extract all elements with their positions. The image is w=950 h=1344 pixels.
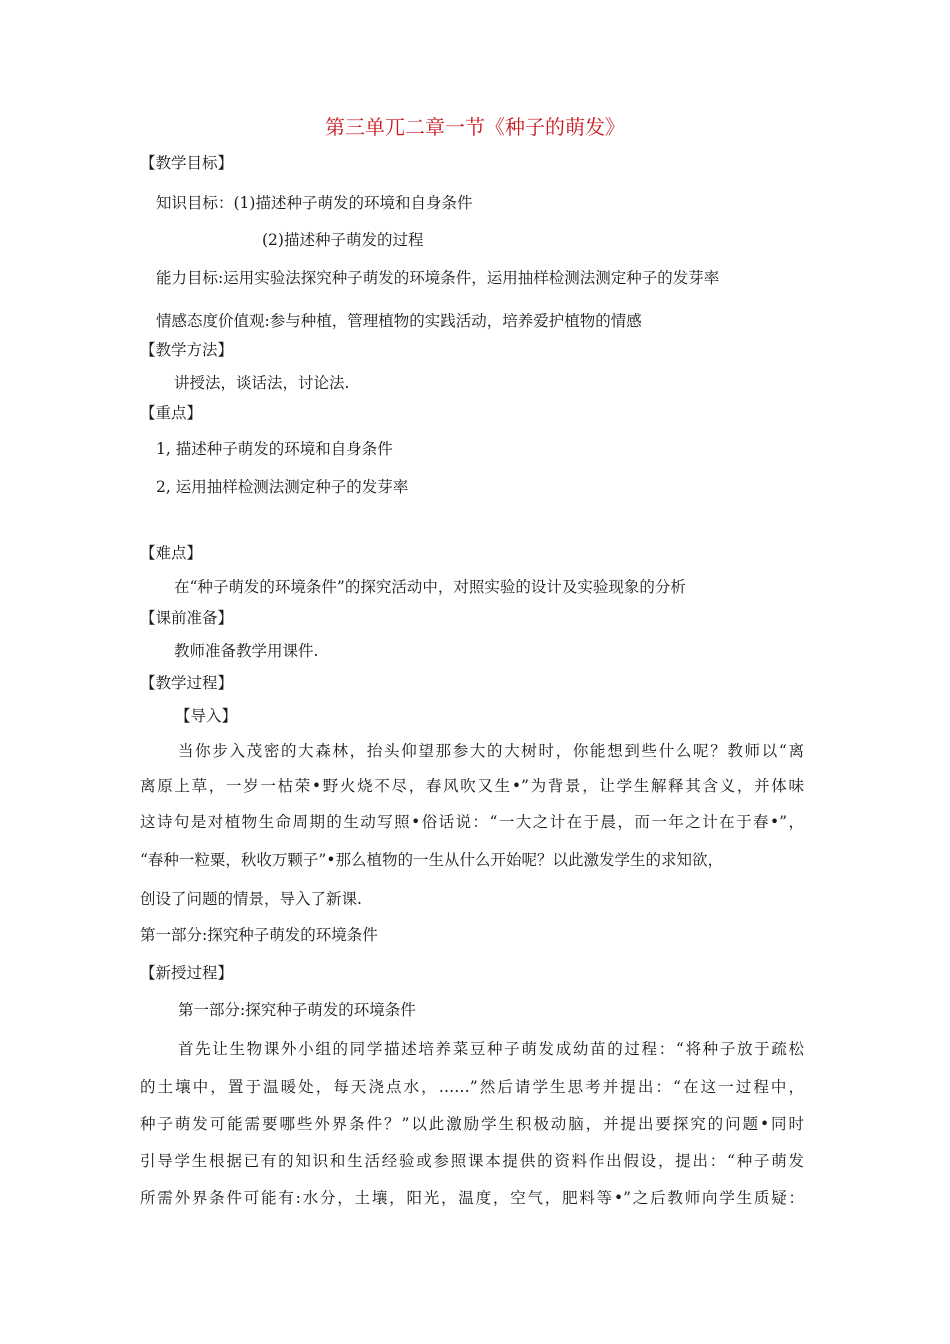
- body-paragraph-line-1: 首先让生物课外小组的同学描述培养菜豆种子萌发成幼苗的过程：“将种子放于疏松: [178, 1040, 804, 1058]
- section-heading-method: 【教学方法】: [140, 341, 234, 359]
- body-paragraph-line-2: 的土壤中，置于温暖处，每天浇点水，……”然后请学生思考并提出：“在这一过程中，: [140, 1078, 804, 1096]
- goal-emotion: 情感态度价值观:参与种植，管理植物的实践活动，培养爱护植物的情感: [156, 312, 642, 330]
- method-text: 讲授法，谈话法，讨论法.: [174, 374, 350, 392]
- intro-paragraph-line-5: 创设了问题的情景，导入了新课.: [140, 890, 362, 908]
- goal-ability: 能力目标:运用实验法探究种子萌发的环境条件，运用抽样检测法测定种子的发芽率: [156, 269, 720, 287]
- goal-knowledge-2: (2)描述种子萌发的过程: [262, 231, 424, 249]
- body-paragraph-line-4: 引导学生根据已有的知识和生活经验或参照课本提供的资料作出假设，提出：“种子萌发: [140, 1152, 804, 1170]
- body-paragraph-line-3: 种子萌发可能需要哪些外界条件？”以此激励学生积极动脑，并提出要探究的问题•同时: [140, 1115, 804, 1133]
- section-heading-goals: 【教学目标】: [140, 154, 234, 172]
- key-point-1: 1, 描述种子萌发的环境和自身条件: [156, 440, 393, 458]
- key-point-2: 2, 运用抽样检测法测定种子的发芽率: [156, 478, 409, 496]
- prep-text: 教师准备教学用课件.: [174, 642, 319, 660]
- difficult-text: 在“种子萌发的环境条件”的探究活动中，对照实验的设计及实验现象的分析: [174, 578, 686, 596]
- body-paragraph-line-5: 所需外界条件可能有:水分，土壤，阳光，温度，空气，肥料等•”之后教师向学生质疑：: [140, 1189, 804, 1207]
- intro-paragraph-line-4: “春种一粒粟，秋收万颗子”•那么植物的一生从什么开始呢？以此激发学生的求知欲，: [140, 851, 723, 869]
- section-heading-new: 【新授过程】: [140, 964, 234, 982]
- subsection-heading-intro: 【导入】: [175, 707, 238, 725]
- goal-knowledge-1: 知识目标：(1)描述种子萌发的环境和自身条件: [156, 194, 473, 212]
- intro-paragraph-line-1: 当你步入茂密的大森林，抬头仰望那参大的大树时，你能想到些什么呢？教师以“离: [178, 742, 804, 760]
- part-one-subtitle: 第一部分:探究种子萌发的环境条件: [178, 1001, 416, 1019]
- document-title: 第三单兀二章一节《种子的萌发》: [325, 115, 625, 139]
- part-one-title: 第一部分:探究种子萌发的环境条件: [140, 926, 378, 944]
- intro-paragraph-line-3: 这诗句是对植物生命周期的生动写照•俗话说：“一大之计在于晨，而一年之计在于春•”，: [140, 813, 804, 831]
- intro-paragraph-line-2: 离原上草，一岁一枯荣•野火烧不尽，春风吹又生•”为背景，让学生解释其含义，并体味: [140, 777, 804, 795]
- section-heading-prep: 【课前准备】: [140, 609, 234, 627]
- section-heading-key: 【重点】: [140, 404, 203, 422]
- section-heading-process: 【教学过程】: [140, 674, 234, 692]
- section-heading-difficult: 【难点】: [140, 544, 203, 562]
